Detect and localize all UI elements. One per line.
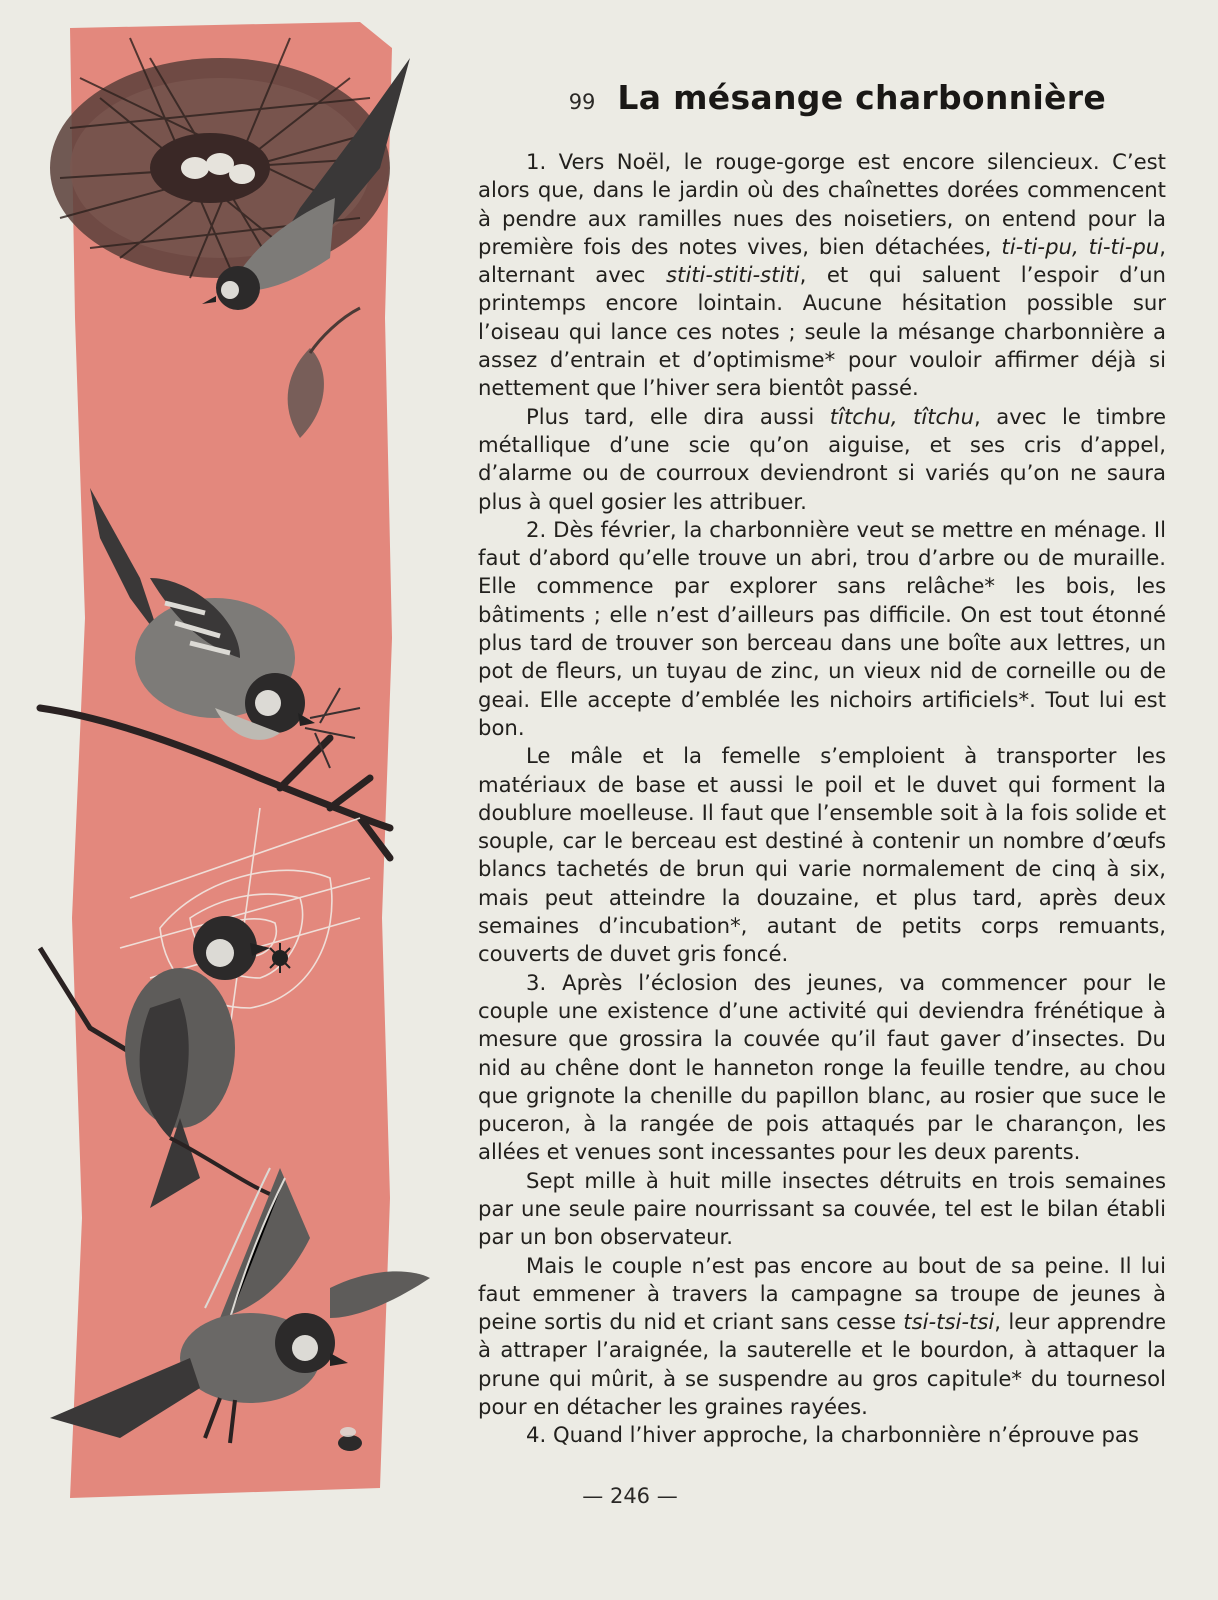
text-run: 2. Dès février, la charbonnière veut se mettre en ménage. Il faut d’abord qu’elle trouve un abri, trou d’arbre ou de muraille. Elle commence par explorer sans relâche* les bois, les bâtiments ; elle n’est d’ailleurs pas difficile. On est tout étonné plus tard de trouver son berceau dans une boîte aux lettres, un pot de fleurs, un tuyau de zinc, un vieux nid de corneille ou de geai. Elle accepte d’emblée les nichoirs artificiels*. Tout lui est bon. [478, 516, 1166, 740]
paragraph [478, 403, 1166, 516]
paragraph [478, 742, 1166, 968]
paragraph [478, 516, 1166, 742]
text-run: , alternant avec [478, 233, 1166, 288]
paragraph [478, 1167, 1166, 1252]
text-run: , avec le timbre métallique d’une scie qu’on aiguise, et ses cris d’appel, d’alarme ou de courroux deviendront si variés qu’on ne saura plus à quel gosier les attribuer. [478, 403, 1166, 514]
page-title: La mésange charbonnière [617, 78, 1106, 117]
text-run: Mais le couple n’est pas encore au bout de sa peine. Il lui faut emmener à travers la campagne sa troupe de jeunes à peine sortis du nid et criant sans cesse [478, 1252, 1166, 1335]
italic-text: tîtchu, tîtchu [829, 403, 975, 429]
article [478, 78, 1166, 1450]
egg-3 [229, 164, 255, 184]
paragraph [478, 1252, 1166, 1422]
text-run: 3. Après l’éclosion des jeunes, va commencer pour le couple une existence d’une activité qui deviendra frénétique à mesure que grossira la couvée qu’il faut gaver d’insectes. Du nid au chêne dont le hanneton ronge la feuille tendre, au chou que grignote la chenille du papillon blanc, au rosier que suce le puceron, à la rangée de pois attaqués par le charançon, les allées et venues sont incessantes pour les deux parents. [478, 969, 1166, 1165]
text-run: , leur apprendre à attraper l’araignée, la sauterelle et le bourdon, à attaquer la prune qui mûrit, à se suspendre au gros capitule* du tournesol pour en détacher les graines rayées. [478, 1309, 1166, 1420]
text-run: , et qui saluent l’espoir d’un printemps encore lointain. Aucune hésitation possible sur l’oiseau qui lance ces notes ; seule la mésange charbonnière a assez d’entrain et d’optimisme* pour vouloir affirmer déjà si nettement que l’hiver sera bientôt passé. [478, 262, 1166, 401]
body-text [478, 148, 1166, 1450]
paragraph [478, 148, 1166, 403]
paragraph [478, 969, 1166, 1167]
egg-1 [181, 157, 209, 179]
lesson-number: 99 [568, 90, 596, 114]
page-number: — 246 — [582, 1484, 678, 1508]
paragraph [478, 1421, 1166, 1449]
text-run: 1. Vers Noël, le rouge-gorge est encore silencieux. C’est alors que, dans le jardin où des chaînettes dorées commencent à pendre aux ramilles nues des noisetiers, on entend pour la première fois des notes vives, bien détachées, [478, 149, 1166, 259]
bird-illustration [30, 18, 440, 1518]
italic-text: stiti-stiti-stiti [666, 262, 800, 288]
text-run: Sept mille à huit mille insectes détruits en trois semaines par une seule paire nourrissant sa couvée, tel est le bilan établi par un bon observateur. [478, 1167, 1166, 1250]
lesson-header [478, 78, 1166, 134]
italic-text: ti-ti-pu, ti-ti-pu [1001, 233, 1160, 259]
text-run: Plus tard, elle dira aussi [526, 403, 830, 429]
text-run: Le mâle et la femelle s’emploient à transporter les matériaux de base et aussi le poil et le duvet qui forment la doublure moelleuse. Il faut que l’ensemble soit à la fois solide et souple, car le berceau est destiné à contenir un nombre d’œufs blancs tachetés de brun qui varie normalement de cinq à six, mais peut atteindre la douzaine, et plus tard, après deux semaines d’incubation*, autant de petits corps remuants, couverts de duvet gris foncé. [478, 743, 1166, 967]
text-run: 4. Quand l’hiver approche, la charbonnière n’éprouve pas [526, 1422, 1139, 1448]
illustration-svg [30, 18, 440, 1518]
italic-text: tsi-tsi-tsi [903, 1309, 995, 1335]
